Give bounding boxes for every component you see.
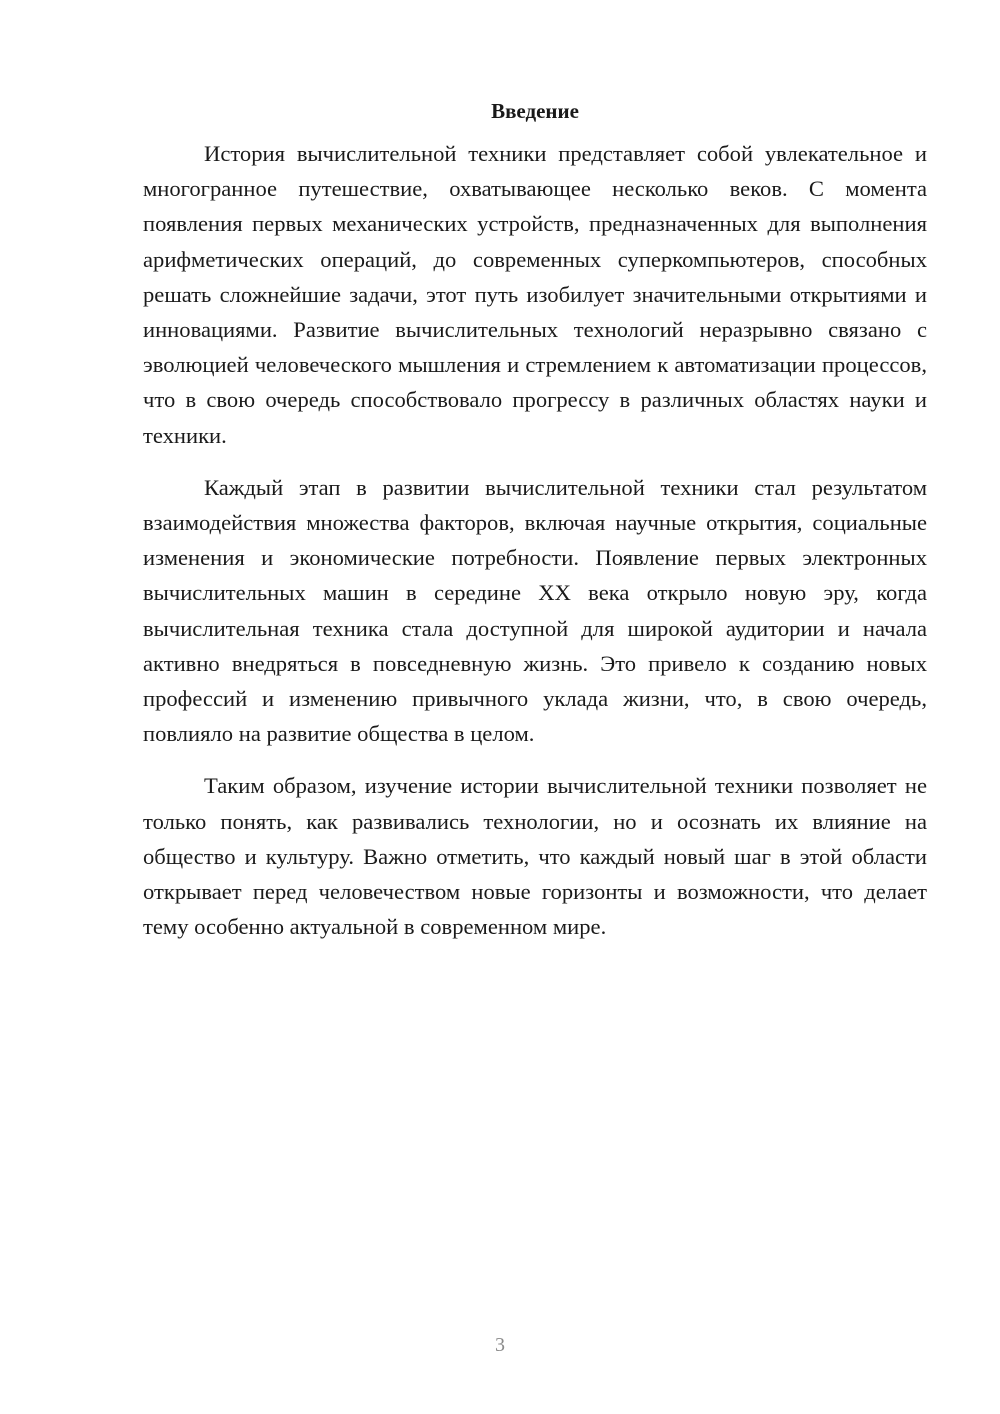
section-title: Введение (491, 99, 579, 123)
page-number: 3 (495, 1334, 505, 1356)
paragraph-2: Каждый этап в развитии вычислительной техники стал результатом взаимодействия множества факторов, включая научные открытия, социальные изменения и экономические потребности. Появление первых электронных вычислительных машин в середине XX века открыло новую эру, когда вычислительная техника стала доступной для широкой аудитории и начала активно внедряться в повседневную жизнь. Это привело к созданию новых профессий и изменению привычного уклада жизни, что, в свою очередь, повлияло на развитие общества в целом. (143, 474, 927, 747)
paragraph-1: История вычислительной техники представляет собой увлекательное и многогранное путешествие, охватывающее несколько веков. С момента появления первых механических устройств, предназначенных для выполнения арифметических операций, до современных суперкомпьютеров, способных решать сложнейшие задачи, этот путь изобилует значительными открытиями и инновациями. Развитие вычислительных технологий неразрывно связано с эволюцией человеческого мышления и стремлением к автоматизации процессов, что в свою очередь способствовало прогрессу в различных областях науки и техники. (143, 141, 927, 448)
page-content (143, 96, 927, 944)
paragraph-3: Таким образом, изучение истории вычислительной техники позволяет не только понять, как развивались технологии, но и осознать их влияние на общество и культуру. Важно отметить, что каждый новый шаг в этой области открывает перед человечеством новые горизонты и возможности, что делает тему особенно актуальной в современном мире. (143, 773, 927, 940)
